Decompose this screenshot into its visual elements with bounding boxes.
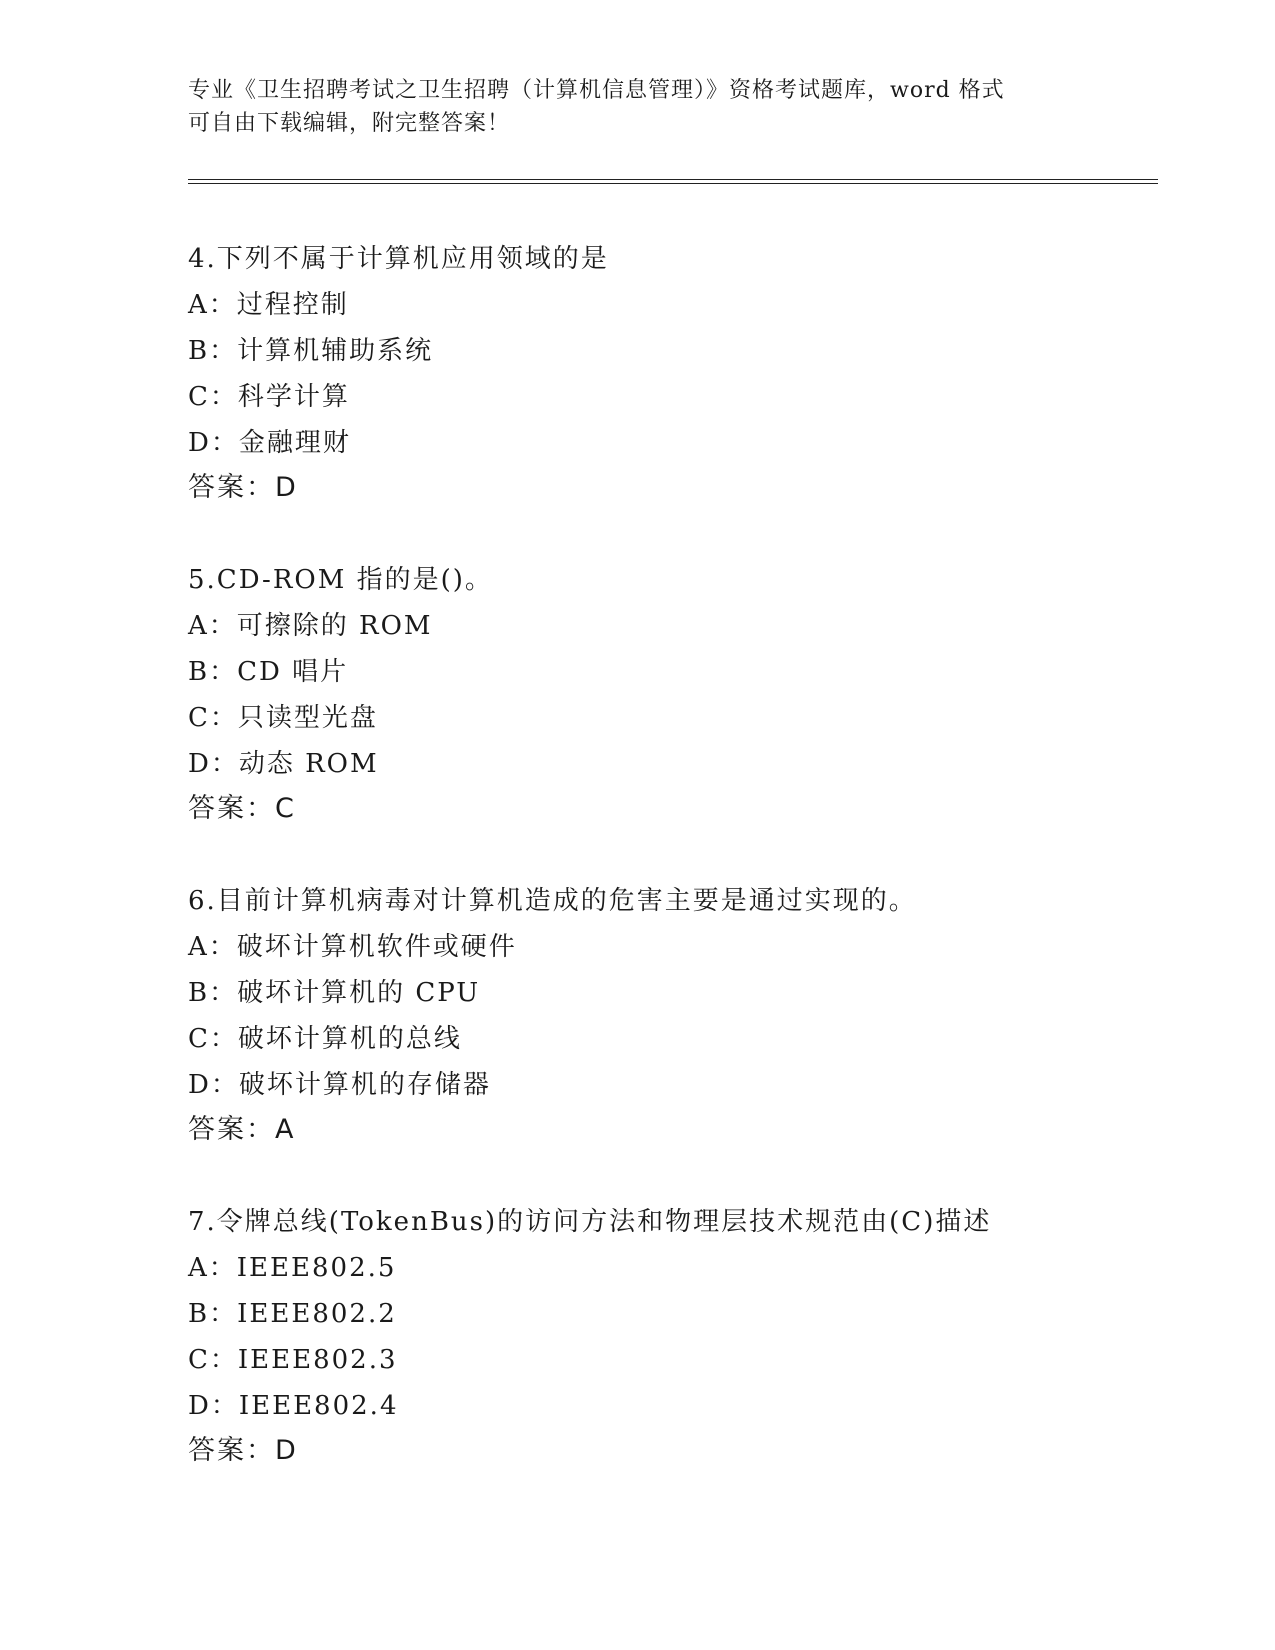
option-d: D：动态 ROM xyxy=(188,749,379,779)
header-divider-bottom xyxy=(188,183,1158,184)
answer: 答案：A xyxy=(188,1114,296,1145)
option-a: A：过程控制 xyxy=(188,290,349,320)
option-a: A：可擦除的 ROM xyxy=(188,611,433,641)
header-line-2: 可自由下载编辑，附完整答案！ xyxy=(188,111,511,136)
question-7 xyxy=(188,1199,1188,1473)
header-divider-top xyxy=(188,179,1158,180)
question-4 xyxy=(188,236,1188,510)
option-a: A：破坏计算机软件或硬件 xyxy=(188,932,517,962)
option-b: B：IEEE802.2 xyxy=(188,1299,397,1329)
header-line-1: 专业《卫生招聘考试之卫生招聘（计算机信息管理）》资格考试题库，word 格式 xyxy=(188,78,1005,103)
option-c: C：破坏计算机的总线 xyxy=(188,1024,462,1054)
question-list xyxy=(188,236,1188,1520)
option-b: B：计算机辅助系统 xyxy=(188,336,434,366)
question-stem: 6.目前计算机病毒对计算机造成的危害主要是通过实现的。 xyxy=(188,886,917,916)
option-a: A：IEEE802.5 xyxy=(188,1253,397,1283)
option-d: D：金融理财 xyxy=(188,428,351,458)
option-d: D：破坏计算机的存储器 xyxy=(188,1070,491,1100)
question-stem: 4.下列不属于计算机应用领域的是 xyxy=(188,244,609,274)
answer: 答案：D xyxy=(188,472,298,503)
answer: 答案：C xyxy=(188,793,296,824)
answer: 答案：D xyxy=(188,1435,298,1466)
question-5 xyxy=(188,557,1188,831)
question-stem: 5.CD-ROM 指的是()。 xyxy=(188,565,493,595)
option-b: B：破坏计算机的 CPU xyxy=(188,978,481,1008)
option-c: C：只读型光盘 xyxy=(188,703,378,733)
question-stem: 7.令牌总线(TokenBus)的访问方法和物理层技术规范由(C)描述 xyxy=(188,1207,992,1237)
option-b: B：CD 唱片 xyxy=(188,657,349,687)
document-header xyxy=(188,74,1088,140)
option-c: C：IEEE802.3 xyxy=(188,1345,398,1375)
option-d: D：IEEE802.4 xyxy=(188,1391,399,1421)
question-6 xyxy=(188,878,1188,1152)
option-c: C：科学计算 xyxy=(188,382,350,412)
